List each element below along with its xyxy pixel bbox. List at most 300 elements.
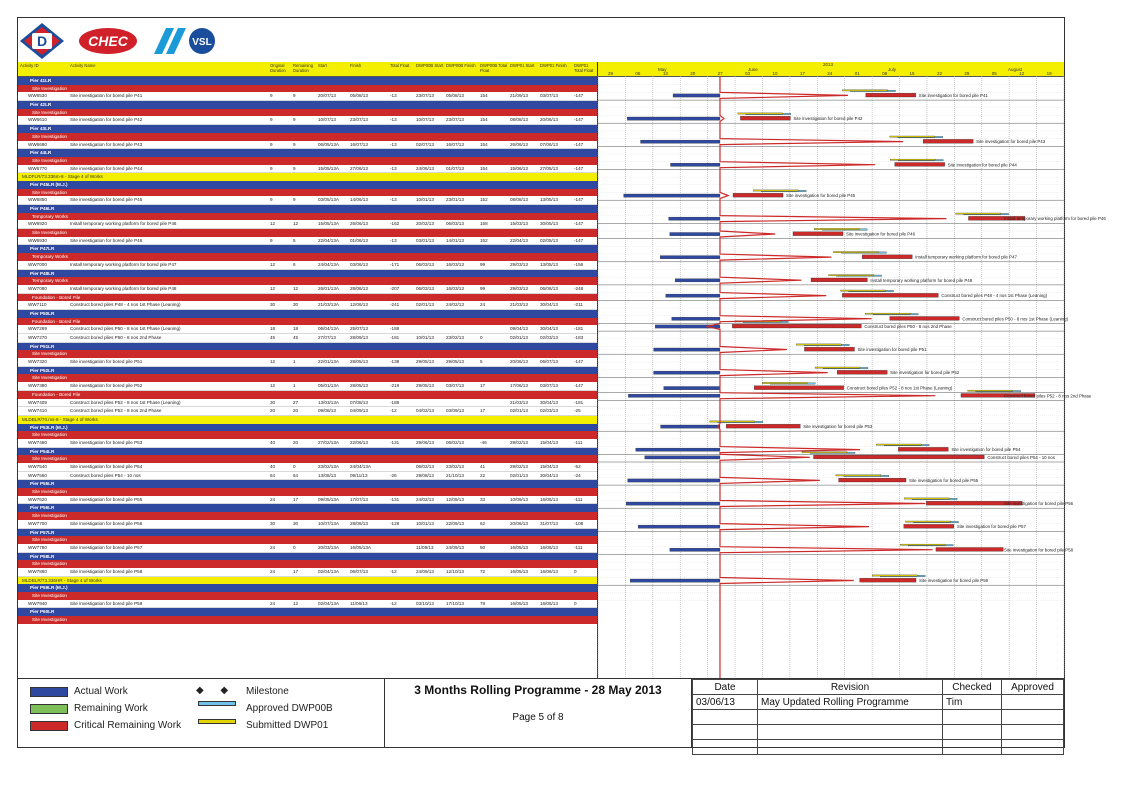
cell-name: Site investigation for bored pile P45 — [70, 197, 143, 203]
cell-btf: 17 — [480, 383, 486, 389]
timescale-week: 15 — [909, 71, 915, 76]
cell-bf: 16/07/13 — [446, 141, 464, 147]
cell-btf: 22 — [480, 472, 486, 478]
cell-rd: 64 — [293, 472, 299, 478]
cell-bs: 29/05/13 — [416, 359, 434, 365]
cell-name: Site investigation for bored pile P42 — [70, 117, 143, 123]
cell-s: 03/05/13A — [318, 197, 339, 203]
cell-dtf: -211 — [574, 302, 583, 308]
dwp01-bar — [968, 390, 1013, 391]
cell-s: 15/05/13A — [318, 165, 339, 171]
cell-bf: 03/07/13 — [446, 383, 464, 389]
cell-bs: 29/06/13 — [416, 439, 434, 445]
rev-col-approved: Approved — [1002, 680, 1064, 695]
cell-f: 14/06/13 — [350, 197, 368, 203]
cell-s: 21/03/13A — [318, 302, 339, 308]
cell-bs: 02/01/13 — [416, 302, 434, 308]
cell-s: 10/07/13A — [318, 520, 339, 526]
row-label: Foundation - Bored Pile — [32, 294, 81, 300]
cell-ds: 16/05/13 — [510, 600, 528, 606]
timescale-week: 17 — [799, 71, 805, 76]
critical-remaining-bar — [842, 293, 938, 297]
column-header: DWP00B Total Float — [480, 63, 508, 73]
row-label: Pier P51LR — [30, 343, 55, 349]
cell-bs: 03/01/13 — [416, 237, 434, 243]
pier-group-row — [18, 77, 597, 85]
milestone-icon: ◆ ◆ — [196, 685, 229, 696]
cell-s: 10/07/13 — [318, 117, 336, 123]
row-label: Site Investigation — [32, 489, 67, 495]
cell-rd: 18 — [293, 326, 299, 332]
dwp01-bar — [900, 544, 945, 545]
bar-label: Site investigation for bored pile P53 — [803, 424, 873, 430]
cell-bf: 05/08/13 — [446, 93, 464, 99]
cell-bs: 23/07/13 — [416, 93, 434, 99]
critical-remaining-bar — [862, 255, 912, 259]
timescale-week: 19 — [1046, 71, 1052, 76]
cell-f: 28/09/13 — [350, 335, 368, 340]
cell-s: 06/04/13A — [318, 326, 339, 332]
actual-work-bar — [654, 348, 720, 351]
cell-dtf: -25 — [574, 408, 581, 414]
cell-f: 04/09/13 — [350, 408, 368, 414]
cell-od: 12 — [270, 221, 276, 227]
cell-bf: 14/01/13 — [446, 237, 464, 243]
cell-dtf: -111 — [574, 496, 583, 502]
cell-f: 05/08/13 — [350, 93, 368, 99]
cell-bf: 23/02/13 — [446, 464, 464, 469]
cell-s: 13/08/13 — [318, 472, 336, 478]
row-label: Site Investigation — [32, 513, 67, 519]
cell-ds: 29/02/13 — [510, 439, 528, 445]
cell-f: 16/07/13 — [350, 141, 368, 147]
timescale-week: 10 — [772, 71, 778, 76]
column-header: Activity Name — [70, 63, 96, 68]
cell-tf: -188 — [390, 326, 400, 332]
cell-dtf: -147 — [574, 117, 584, 123]
cell-btf: 154 — [480, 117, 488, 123]
actual-work-bar — [666, 294, 720, 297]
cell-df: 16/05/13 — [540, 496, 558, 502]
cell-name: Site investigation for bored pile P55 — [70, 496, 143, 502]
cell-btf: 5 — [480, 359, 483, 365]
rev-checked: Tim — [943, 695, 1002, 710]
cell-bs: 24/09/13 — [416, 568, 434, 574]
legend-critical-label: Critical Remaining Work — [74, 720, 182, 731]
cell-od: 30 — [270, 520, 276, 526]
dwp01-bar — [836, 475, 881, 476]
bar-label: Install temporary working platform for bored pile P48 — [870, 277, 973, 283]
pier-group-row — [18, 504, 597, 512]
cell-s: 22/04/13A — [318, 237, 339, 243]
cell-id: WW6770 — [28, 165, 47, 171]
legend-milestone-label: Milestone — [246, 686, 289, 697]
dwp01-bar — [833, 252, 878, 253]
cell-s: 15/05/13A — [318, 221, 339, 227]
legend-dwp00b-label: Approved DWP00B — [246, 703, 333, 714]
cell-rd: 0 — [293, 544, 296, 550]
cell-name: Site investigation for bored pile P59 — [70, 600, 143, 606]
category-row — [18, 85, 597, 93]
row-label: Temporary Works — [32, 213, 68, 219]
category-row — [18, 133, 597, 141]
row-label: Pier P56LR — [30, 505, 55, 511]
activity-row — [18, 325, 597, 334]
cell-name: Construct bored piles P52 - 8 nos 1st Phase (Leaning) — [70, 399, 181, 405]
cell-df: 13/05/13 — [540, 261, 558, 267]
bar-label: Site investigation for bored pile P41 — [918, 93, 988, 98]
logo-chec — [78, 26, 138, 56]
cell-btf: 41 — [480, 464, 486, 469]
cell-id: WW6850 — [28, 197, 47, 203]
cell-bs: 04/02/13 — [416, 408, 434, 414]
timescale-week: 08 — [882, 71, 888, 76]
row-label: Pier P54LR — [30, 448, 55, 454]
cell-tf: -241 — [390, 302, 400, 308]
actual-work-bar — [626, 502, 720, 505]
timescale-week: 03 — [745, 71, 751, 76]
cell-df: 15/04/13 — [540, 439, 558, 445]
cell-btf: 78 — [480, 600, 486, 606]
cell-s: 23/02/13A — [318, 464, 339, 469]
cell-btf: 152 — [480, 197, 488, 203]
category-row — [18, 318, 597, 326]
row-label: Pier P48LR — [30, 270, 55, 276]
revision-row — [693, 725, 1064, 740]
cell-dtf: -181 — [574, 399, 584, 405]
cell-tf: -131 — [390, 439, 400, 445]
bar-label: Site investigation for bored pile P43 — [976, 139, 1046, 145]
pier-group-row — [18, 608, 597, 616]
stage-row — [18, 577, 597, 585]
critical-remaining-bar — [804, 347, 854, 351]
timescale-week: 24 — [827, 71, 833, 76]
cell-tf: -162 — [390, 221, 400, 227]
pier-group-row — [18, 584, 597, 592]
cell-ds: 16/05/13 — [510, 544, 528, 550]
cell-bs: 06/03/13 — [416, 285, 434, 291]
dwp01-bar — [890, 159, 935, 160]
timescale-week: 20 — [690, 71, 696, 76]
timescale-week: 27 — [717, 71, 723, 76]
cell-s: 09/08/13 — [318, 408, 336, 414]
row-label: Site Investigation — [32, 85, 67, 91]
cell-tf: -12 — [390, 408, 397, 414]
dwp01-bar — [876, 444, 921, 445]
category-row — [18, 592, 597, 600]
svg-text:D: D — [36, 33, 48, 49]
cell-od: 12 — [270, 261, 276, 267]
cell-dtf: -147 — [574, 359, 584, 365]
legend-dwp01-swatch — [198, 719, 236, 724]
dwp01-bar — [841, 290, 886, 291]
activity-row — [18, 237, 597, 246]
cell-tf: -13 — [390, 165, 397, 171]
activity-row — [18, 301, 597, 310]
row-label: Site Investigation — [32, 593, 67, 598]
bar-label: Construct bored piles P50 - 8 nos 2nd Phase — [864, 324, 952, 329]
actual-work-bar — [624, 194, 720, 197]
legend-dwp00b-swatch — [198, 701, 236, 706]
cell-tf: -13 — [390, 117, 397, 123]
rev-date — [693, 710, 758, 725]
cell-id: WW6610 — [28, 117, 47, 123]
legend-critical-swatch — [30, 721, 68, 731]
cell-bf: 24/02/13 — [446, 302, 464, 308]
cell-df: 06/06/13 — [540, 285, 558, 291]
pier-group-row — [18, 125, 597, 133]
cell-od: 24 — [270, 568, 276, 574]
logo-d — [20, 23, 64, 59]
pier-group-row — [18, 101, 597, 109]
rev-approved — [1002, 695, 1064, 710]
cell-name: Install temporary working platform for bored pile P46 — [70, 221, 177, 227]
cell-id: WW6930 — [28, 237, 47, 243]
rev-checked — [943, 710, 1002, 725]
cell-ds: 16/05/13 — [510, 568, 528, 574]
cell-df: 03/07/13 — [540, 383, 558, 389]
cell-btf: 33 — [480, 496, 486, 502]
cell-ds: 21/03/13 — [510, 399, 528, 405]
row-label: Site Investigation — [32, 617, 67, 623]
rev-approved — [1002, 710, 1064, 725]
cell-ds: 02/01/13 — [510, 472, 528, 478]
cell-name: Construct bored piles P50 - 8 nos 1st Phase (Leaning) — [70, 326, 181, 332]
rev-col-date: Date — [693, 680, 758, 695]
row-label: Site Investigation — [32, 537, 67, 543]
cell-btf: 99 — [480, 261, 486, 267]
cell-id: WW7409 — [28, 399, 47, 405]
cell-df: 30/04/13 — [540, 399, 558, 405]
cell-f: 28/08/13 — [350, 520, 368, 526]
cell-ds: 29/03/13 — [510, 285, 528, 291]
column-header: Original Duration — [270, 63, 286, 73]
row-label: Foundation - Bored Pile — [32, 318, 81, 324]
cell-od: 9 — [270, 197, 273, 203]
pier-group-row — [18, 310, 597, 318]
cell-bs: 24/02/13 — [416, 496, 434, 502]
table-header — [18, 62, 597, 77]
table-rows — [18, 77, 597, 624]
activity-row — [18, 496, 597, 505]
category-row — [18, 277, 597, 285]
actual-work-bar — [627, 117, 720, 120]
cell-name: Install temporary working platform for bored pile P47 — [70, 261, 177, 267]
revision-row — [693, 710, 1064, 725]
timescale-week: 29 — [964, 71, 970, 76]
row-label: Pier P59LR (M.J.) — [30, 585, 68, 591]
cell-bs: 11/09/13 — [416, 544, 434, 550]
cell-tf: -138 — [390, 359, 400, 365]
cell-rd: 30 — [293, 520, 299, 526]
cell-tf: -13 — [390, 197, 397, 203]
cell-df: 07/06/13 — [540, 141, 558, 147]
cell-bf: 24/09/13 — [446, 544, 464, 550]
cell-s: 24/04/13A — [318, 261, 339, 267]
cell-name: Site investigation for bored pile P43 — [70, 141, 143, 147]
dwp01-bar — [829, 275, 874, 276]
pier-group-row — [18, 245, 597, 253]
cell-id: WW7410 — [28, 408, 47, 414]
activity-row — [18, 463, 597, 472]
cell-s: 20/03/13A — [318, 544, 339, 550]
cell-id: WW7000 — [28, 261, 47, 267]
cell-bs: 03/10/13 — [416, 600, 434, 606]
rev-desc — [758, 725, 943, 740]
activity-row — [18, 285, 597, 294]
dwp01-bar — [842, 90, 887, 91]
row-label: Pier P52LR — [30, 367, 55, 373]
actual-work-bar — [670, 548, 720, 551]
cell-tf: -12 — [390, 568, 397, 574]
cell-rd: 5 — [293, 237, 296, 243]
cell-f: 27/06/13 — [350, 165, 368, 171]
cell-bf: 17/10/13 — [446, 600, 464, 606]
actual-work-bar — [636, 448, 720, 451]
activity-row — [18, 358, 597, 367]
cell-tf: -13 — [390, 93, 397, 99]
actual-work-bar — [664, 387, 720, 390]
category-row — [18, 488, 597, 496]
cell-od: 12 — [270, 285, 276, 291]
bar-label: Install temporary working platform for bored pile P47 — [915, 254, 1017, 260]
category-row — [18, 616, 597, 624]
cell-name: Site investigation for bored pile P53 — [70, 439, 143, 445]
bar-label: Construct bored piles P48 - 4 nos 1st Phase (Leaning) — [941, 293, 1048, 299]
revision-table — [691, 678, 1064, 747]
actual-work-bar — [645, 456, 720, 459]
cell-rd: 0 — [293, 464, 296, 469]
cell-rd: 9 — [293, 141, 296, 147]
cell-dtf: -111 — [574, 439, 583, 445]
timescale-week: 01 — [854, 71, 860, 76]
timescale-month: May — [658, 66, 667, 72]
cell-s: 26/01/13A — [318, 285, 339, 291]
cell-df: 30/04/13 — [540, 472, 558, 478]
bar-label: Site investigation for bored pile P45 — [786, 193, 856, 199]
cell-od: 64 — [270, 472, 276, 478]
rev-desc — [758, 710, 943, 725]
cell-df: 15/04/13 — [540, 464, 558, 469]
cell-bf: 06/03/13 — [446, 221, 464, 227]
rev-approved — [1002, 725, 1064, 740]
cell-ds: 29/02/13 — [510, 464, 528, 469]
cell-bs: 10/01/13 — [416, 335, 434, 340]
dwp01-bar — [815, 367, 860, 368]
cell-bs: 29/08/13 — [416, 472, 434, 478]
cell-bf: 03/09/13 — [446, 408, 464, 414]
dwp01-bar — [872, 575, 917, 576]
activity-row — [18, 382, 597, 391]
cell-bf: 16/03/13 — [446, 285, 464, 291]
cell-od: 9 — [270, 93, 273, 99]
cell-ds: 17/06/13 — [510, 383, 528, 389]
rev-date — [693, 725, 758, 740]
critical-remaining-bar — [726, 424, 800, 428]
cell-ds: 21/03/13 — [510, 302, 528, 308]
timescale-week: 29 — [608, 71, 614, 76]
cell-bf: 21/10/13 — [446, 472, 464, 478]
pier-group-row — [18, 367, 597, 375]
row-label: Pier P55LR — [30, 481, 55, 487]
category-row — [18, 455, 597, 463]
cell-dtf: -111 — [574, 544, 583, 550]
cell-f: 01/06/13 — [350, 237, 368, 243]
category-row — [18, 536, 597, 544]
cell-ds: 20/06/13 — [510, 359, 528, 365]
cell-s: 02/04/13A — [318, 568, 339, 574]
activity-row — [18, 165, 597, 174]
critical-remaining-bar — [866, 93, 916, 97]
bar-label: Site investigation for bored pile P54 — [951, 447, 1021, 453]
dwp01-bar — [905, 521, 950, 522]
cell-od: 9 — [270, 117, 273, 123]
pier-group-row — [18, 448, 597, 456]
cell-id: WW7700 — [28, 520, 47, 526]
critical-remaining-bar — [811, 278, 867, 282]
activity-row — [18, 116, 597, 125]
timescale-week: 13 — [662, 71, 668, 76]
row-label: Site Investigation — [32, 109, 67, 115]
cell-bf: 23/02/13 — [446, 335, 464, 340]
cell-df: 27/05/13 — [540, 165, 558, 171]
rev-checked — [943, 725, 1002, 740]
legend-actual-label: Actual Work — [74, 686, 128, 697]
actual-work-bar — [628, 394, 720, 397]
cell-btf: 62 — [480, 520, 486, 526]
row-label: Site Investigation — [32, 189, 67, 195]
actual-work-bar — [630, 579, 720, 582]
actual-work-bar — [628, 479, 720, 482]
category-row — [18, 294, 597, 302]
cell-name: Site investigation for bored pile P54 — [70, 464, 143, 469]
cell-id: WW7460 — [28, 439, 47, 445]
rev-col-revision: Revision — [758, 680, 943, 695]
activity-row — [18, 220, 597, 229]
actual-work-bar — [673, 94, 720, 97]
activity-row — [18, 399, 597, 408]
cell-od: 30 — [270, 302, 276, 308]
cell-tf: -207 — [390, 285, 400, 291]
column-header: DWP01 Total Float — [574, 63, 594, 73]
cell-btf: -46 — [480, 439, 487, 445]
critical-remaining-bar — [740, 116, 790, 120]
category-row — [18, 512, 597, 520]
cell-btf: 152 — [480, 237, 488, 243]
timescale-week: 22 — [936, 71, 942, 76]
cell-f: 03/06/13 — [350, 261, 368, 267]
cell-name: Site investigation for bored pile P51 — [70, 359, 143, 365]
cell-df: 20/06/13 — [540, 117, 558, 123]
activity-row — [18, 407, 597, 416]
category-row — [18, 350, 597, 358]
row-label: Pier P57LR — [30, 529, 55, 535]
cell-btf: 50 — [480, 544, 486, 550]
revision-row — [693, 695, 1064, 710]
cell-bf: 06/02/13 — [446, 439, 464, 445]
cell-id: WW7540 — [28, 464, 47, 469]
cell-name: Construct bored piles P50 - 8 nos 2nd Phase — [70, 335, 162, 340]
cell-bs: 10/01/13 — [416, 520, 434, 526]
actual-work-bar — [675, 279, 720, 282]
cell-rd: 17 — [293, 568, 299, 574]
bar-label: Site investigation for bored pile P56 — [1004, 501, 1074, 507]
critical-remaining-bar — [793, 232, 843, 236]
gantt-chart — [597, 62, 1106, 678]
row-label: Temporary Works — [32, 278, 68, 284]
cell-id: WW7110 — [28, 302, 47, 308]
cell-rd: 12 — [293, 600, 299, 606]
